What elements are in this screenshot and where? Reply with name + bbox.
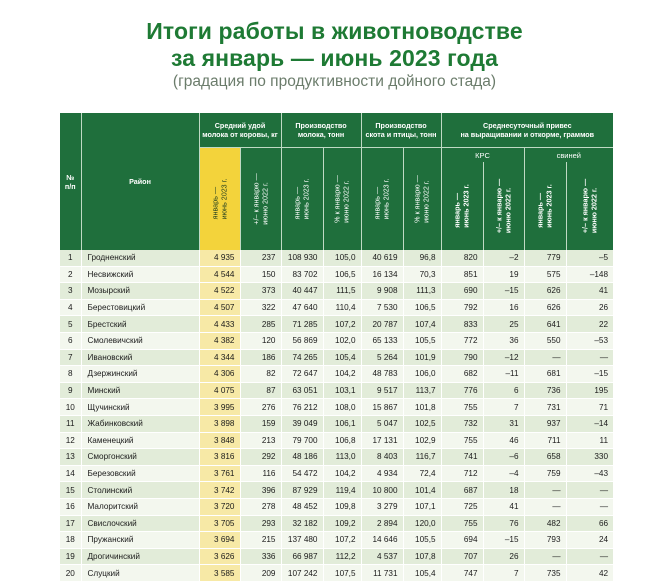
- cell-milk-p: 109,2: [323, 515, 361, 532]
- col-header-milk-pct: % к январю — июню 2022 г.: [323, 148, 361, 251]
- table-row: [60, 415, 613, 432]
- cell-name: Каменецкий: [81, 432, 199, 449]
- cell-milk-p: 106,1: [323, 415, 361, 432]
- cell-yield-d: 336: [240, 548, 281, 565]
- cell-yield-d: 237: [240, 250, 281, 266]
- cell-meat: 10 800: [361, 482, 403, 499]
- cell-yield: 3 585: [199, 565, 240, 582]
- cell-pig: —: [524, 548, 566, 565]
- cell-yield: 4 433: [199, 316, 240, 333]
- cell-yield: 3 694: [199, 532, 240, 549]
- cell-milk: 79 700: [281, 432, 323, 449]
- cell-krs: 776: [441, 382, 483, 399]
- cell-krs-d: 36: [483, 332, 524, 349]
- cell-yield: 4 522: [199, 283, 240, 300]
- cell-n: 6: [60, 332, 81, 349]
- cell-meat: 9 908: [361, 283, 403, 300]
- cell-milk-p: 104,2: [323, 366, 361, 383]
- cell-yield: 4 382: [199, 332, 240, 349]
- col-header-daily-gain: Среднесуточный привес на выращивании и откорме, граммов: [441, 113, 613, 148]
- cell-krs: 682: [441, 366, 483, 383]
- table-row: [60, 515, 613, 532]
- cell-meat: 7 530: [361, 299, 403, 316]
- cell-meat: 17 131: [361, 432, 403, 449]
- table-row: [60, 266, 613, 283]
- table-row: [60, 465, 613, 482]
- table-row: [60, 382, 613, 399]
- cell-yield-d: 276: [240, 399, 281, 416]
- cell-pig: 735: [524, 565, 566, 582]
- table-row: [60, 449, 613, 466]
- cell-n: 11: [60, 415, 81, 432]
- col-header-milk-2023: январь — июнь 2023 г.: [281, 148, 323, 251]
- cell-krs-d: 7: [483, 399, 524, 416]
- cell-name: Слуцкий: [81, 565, 199, 582]
- cell-milk: 63 051: [281, 382, 323, 399]
- cell-yield: 4 544: [199, 266, 240, 283]
- cell-yield: 4 507: [199, 299, 240, 316]
- col-header-meat-2023: январь — июнь 2023 г.: [361, 148, 403, 251]
- cell-krs: 687: [441, 482, 483, 499]
- cell-name: Столинский: [81, 482, 199, 499]
- col-header-meat-production: Производство скота и птицы, тонн: [361, 113, 441, 148]
- cell-yield: 4 935: [199, 250, 240, 266]
- cell-krs: 755: [441, 515, 483, 532]
- cell-milk-p: 113,0: [323, 449, 361, 466]
- cell-milk-p: 107,2: [323, 316, 361, 333]
- cell-yield: 3 761: [199, 465, 240, 482]
- cell-milk: 54 472: [281, 465, 323, 482]
- cell-pig-d: 26: [566, 299, 613, 316]
- table-row: [60, 532, 613, 549]
- cell-yield-d: 82: [240, 366, 281, 383]
- table-row: [60, 498, 613, 515]
- cell-milk: 56 869: [281, 332, 323, 349]
- cell-krs: 755: [441, 432, 483, 449]
- col-header-milk-production: Производство молока, тонн: [281, 113, 361, 148]
- cell-krs: 851: [441, 266, 483, 283]
- cell-name: Жабинковский: [81, 415, 199, 432]
- cell-n: 13: [60, 449, 81, 466]
- page-subtitle: (градация по продуктивности дойного стада): [172, 73, 497, 90]
- cell-milk-p: 106,8: [323, 432, 361, 449]
- cell-milk-p: 110,4: [323, 299, 361, 316]
- cell-yield: 4 306: [199, 366, 240, 383]
- cell-milk-p: 105,4: [323, 349, 361, 366]
- cell-milk-p: 119,4: [323, 482, 361, 499]
- cell-krs: 741: [441, 449, 483, 466]
- cell-milk: 74 265: [281, 349, 323, 366]
- cell-milk-p: 102,0: [323, 332, 361, 349]
- cell-yield: 3 626: [199, 548, 240, 565]
- cell-milk: 71 285: [281, 316, 323, 333]
- table-row: [60, 366, 613, 383]
- cell-pig: 658: [524, 449, 566, 466]
- cell-meat-p: 120,0: [403, 515, 441, 532]
- cell-milk: 76 212: [281, 399, 323, 416]
- col-header-pigs: свиней: [524, 148, 613, 163]
- cell-meat: 14 646: [361, 532, 403, 549]
- cell-krs: 772: [441, 332, 483, 349]
- cell-krs: 755: [441, 399, 483, 416]
- cell-pig-d: 195: [566, 382, 613, 399]
- cell-pig-d: 330: [566, 449, 613, 466]
- cell-pig-d: 24: [566, 532, 613, 549]
- cell-krs-d: 31: [483, 415, 524, 432]
- cell-yield-d: 322: [240, 299, 281, 316]
- cell-pig-d: –148: [566, 266, 613, 283]
- cell-meat-p: 96,8: [403, 250, 441, 266]
- col-header-meat-pct: % к январю — июню 2022 г.: [403, 148, 441, 251]
- cell-n: 12: [60, 432, 81, 449]
- cell-milk-p: 109,8: [323, 498, 361, 515]
- cell-milk-p: 104,2: [323, 465, 361, 482]
- cell-milk: 66 987: [281, 548, 323, 565]
- page-title-line-1: Итоги работы в животноводстве: [146, 18, 523, 44]
- page-title-line-2: за январь — июнь 2023 года: [171, 45, 498, 71]
- col-header-yield-diff: +/– к январю — июню 2022 г.: [240, 148, 281, 251]
- cell-yield: 3 995: [199, 399, 240, 416]
- col-header-krs: КРС: [441, 148, 524, 163]
- cell-pig-d: –14: [566, 415, 613, 432]
- cell-meat-p: 102,5: [403, 415, 441, 432]
- table-row: [60, 349, 613, 366]
- cell-n: 4: [60, 299, 81, 316]
- cell-pig: 626: [524, 283, 566, 300]
- cell-yield: 4 075: [199, 382, 240, 399]
- cell-krs: 694: [441, 532, 483, 549]
- cell-krs-d: –4: [483, 465, 524, 482]
- cell-krs-d: 25: [483, 316, 524, 333]
- cell-meat-p: 101,9: [403, 349, 441, 366]
- cell-pig-d: —: [566, 349, 613, 366]
- cell-n: 20: [60, 565, 81, 582]
- cell-pig: 550: [524, 332, 566, 349]
- table-row: [60, 283, 613, 300]
- cell-n: 16: [60, 498, 81, 515]
- cell-n: 3: [60, 283, 81, 300]
- cell-krs-d: 7: [483, 565, 524, 582]
- cell-meat: 15 867: [361, 399, 403, 416]
- cell-name: Смолевичский: [81, 332, 199, 349]
- cell-krs: 732: [441, 415, 483, 432]
- cell-meat-p: 106,5: [403, 299, 441, 316]
- cell-name: Берестовицкий: [81, 299, 199, 316]
- cell-pig: 575: [524, 266, 566, 283]
- cell-name: Сморгонский: [81, 449, 199, 466]
- cell-krs-d: 41: [483, 498, 524, 515]
- cell-krs-d: 76: [483, 515, 524, 532]
- cell-milk-p: 111,5: [323, 283, 361, 300]
- cell-name: Дрогичинский: [81, 548, 199, 565]
- cell-n: 1: [60, 250, 81, 266]
- cell-milk: 32 182: [281, 515, 323, 532]
- cell-krs: 820: [441, 250, 483, 266]
- cell-pig-d: 41: [566, 283, 613, 300]
- cell-meat-p: 101,4: [403, 482, 441, 499]
- table-row: [60, 432, 613, 449]
- table-row: [60, 565, 613, 582]
- cell-milk-p: 106,5: [323, 266, 361, 283]
- cell-n: 15: [60, 482, 81, 499]
- cell-meat-p: 105,4: [403, 565, 441, 582]
- cell-pig: 731: [524, 399, 566, 416]
- cell-yield-d: 120: [240, 332, 281, 349]
- cell-milk-p: 107,2: [323, 532, 361, 549]
- cell-pig-d: 22: [566, 316, 613, 333]
- cell-milk: 39 049: [281, 415, 323, 432]
- cell-yield-d: 159: [240, 415, 281, 432]
- cell-pig: 736: [524, 382, 566, 399]
- cell-yield-d: 209: [240, 565, 281, 582]
- cell-yield: 3 720: [199, 498, 240, 515]
- cell-krs-d: 16: [483, 299, 524, 316]
- cell-yield-d: 186: [240, 349, 281, 366]
- col-header-yield-2023: январь — июнь 2023 г.: [199, 148, 240, 251]
- col-header-milk-yield: Средний удой молока от коровы, кг: [199, 113, 281, 148]
- cell-meat: 3 279: [361, 498, 403, 515]
- cell-meat: 4 934: [361, 465, 403, 482]
- cell-n: 18: [60, 532, 81, 549]
- col-header-pigs-diff: +/– к январю — июню 2022 г.: [566, 162, 613, 250]
- cell-pig-d: —: [566, 548, 613, 565]
- cell-pig-d: 71: [566, 399, 613, 416]
- cell-pig: 937: [524, 415, 566, 432]
- cell-pig-d: 66: [566, 515, 613, 532]
- cell-milk-p: 108,0: [323, 399, 361, 416]
- table-row: [60, 316, 613, 333]
- cell-pig-d: —: [566, 482, 613, 499]
- cell-pig: 681: [524, 366, 566, 383]
- cell-krs: 690: [441, 283, 483, 300]
- cell-krs-d: –2: [483, 250, 524, 266]
- cell-krs-d: 6: [483, 382, 524, 399]
- cell-name: Свислочский: [81, 515, 199, 532]
- cell-krs-d: –12: [483, 349, 524, 366]
- cell-pig-d: –53: [566, 332, 613, 349]
- cell-meat-p: 107,4: [403, 316, 441, 333]
- cell-meat-p: 101,8: [403, 399, 441, 416]
- cell-name: Брестский: [81, 316, 199, 333]
- cell-meat-p: 111,3: [403, 283, 441, 300]
- cell-meat: 5 264: [361, 349, 403, 366]
- title-block: [0, 18, 669, 92]
- cell-milk: 87 929: [281, 482, 323, 499]
- cell-meat-p: 105,5: [403, 532, 441, 549]
- cell-name: Пружанский: [81, 532, 199, 549]
- cell-yield-d: 215: [240, 532, 281, 549]
- cell-krs-d: –15: [483, 532, 524, 549]
- cell-name: Ивановский: [81, 349, 199, 366]
- cell-name: Малоритский: [81, 498, 199, 515]
- cell-pig-d: –5: [566, 250, 613, 266]
- cell-meat: 65 133: [361, 332, 403, 349]
- cell-name: Минский: [81, 382, 199, 399]
- cell-meat-p: 105,5: [403, 332, 441, 349]
- cell-milk-p: 105,0: [323, 250, 361, 266]
- col-header-num: № п/п: [60, 113, 81, 250]
- cell-krs: 712: [441, 465, 483, 482]
- cell-pig: 759: [524, 465, 566, 482]
- table-row: [60, 299, 613, 316]
- cell-meat-p: 116,7: [403, 449, 441, 466]
- cell-n: 17: [60, 515, 81, 532]
- cell-milk: 83 702: [281, 266, 323, 283]
- cell-meat-p: 107,1: [403, 498, 441, 515]
- cell-meat: 16 134: [361, 266, 403, 283]
- cell-milk: 47 640: [281, 299, 323, 316]
- table-row: [60, 250, 613, 266]
- cell-meat: 40 619: [361, 250, 403, 266]
- livestock-results-table: [60, 113, 613, 582]
- table-row: [60, 482, 613, 499]
- cell-krs-d: 26: [483, 548, 524, 565]
- cell-meat: 11 731: [361, 565, 403, 582]
- cell-milk: 40 447: [281, 283, 323, 300]
- cell-pig: 779: [524, 250, 566, 266]
- cell-milk: 107 242: [281, 565, 323, 582]
- cell-n: 8: [60, 366, 81, 383]
- cell-yield: 3 742: [199, 482, 240, 499]
- cell-n: 10: [60, 399, 81, 416]
- cell-pig: —: [524, 482, 566, 499]
- cell-yield: 3 816: [199, 449, 240, 466]
- cell-name: Березовский: [81, 465, 199, 482]
- cell-n: 14: [60, 465, 81, 482]
- cell-meat: 2 894: [361, 515, 403, 532]
- cell-meat: 5 047: [361, 415, 403, 432]
- cell-yield-d: 278: [240, 498, 281, 515]
- cell-yield-d: 373: [240, 283, 281, 300]
- cell-meat: 8 403: [361, 449, 403, 466]
- cell-meat: 20 787: [361, 316, 403, 333]
- cell-milk: 48 452: [281, 498, 323, 515]
- cell-yield-d: 213: [240, 432, 281, 449]
- cell-krs: 792: [441, 299, 483, 316]
- cell-n: 5: [60, 316, 81, 333]
- cell-milk: 48 186: [281, 449, 323, 466]
- cell-n: 2: [60, 266, 81, 283]
- cell-yield-d: 293: [240, 515, 281, 532]
- cell-krs: 790: [441, 349, 483, 366]
- cell-pig-d: –43: [566, 465, 613, 482]
- col-header-region: Район: [81, 113, 199, 250]
- cell-yield: 3 898: [199, 415, 240, 432]
- cell-meat-p: 106,0: [403, 366, 441, 383]
- cell-pig: —: [524, 349, 566, 366]
- cell-krs-d: 18: [483, 482, 524, 499]
- cell-pig: 793: [524, 532, 566, 549]
- cell-krs-d: –6: [483, 449, 524, 466]
- cell-meat-p: 72,4: [403, 465, 441, 482]
- cell-pig-d: —: [566, 498, 613, 515]
- cell-milk: 72 647: [281, 366, 323, 383]
- cell-pig: 711: [524, 432, 566, 449]
- cell-meat-p: 102,9: [403, 432, 441, 449]
- table-row: [60, 399, 613, 416]
- cell-pig: 482: [524, 515, 566, 532]
- cell-meat-p: 70,3: [403, 266, 441, 283]
- col-header-pigs-2023: январь — июнь 2023 г.: [524, 162, 566, 250]
- table-row: [60, 332, 613, 349]
- cell-krs-d: 46: [483, 432, 524, 449]
- cell-krs-d: –11: [483, 366, 524, 383]
- cell-meat: 4 537: [361, 548, 403, 565]
- cell-milk: 137 480: [281, 532, 323, 549]
- cell-meat-p: 113,7: [403, 382, 441, 399]
- cell-yield-d: 292: [240, 449, 281, 466]
- cell-meat: 48 783: [361, 366, 403, 383]
- cell-milk-p: 112,2: [323, 548, 361, 565]
- cell-yield-d: 285: [240, 316, 281, 333]
- cell-yield-d: 396: [240, 482, 281, 499]
- cell-meat-p: 107,8: [403, 548, 441, 565]
- cell-name: Дзержинский: [81, 366, 199, 383]
- cell-name: Несвижский: [81, 266, 199, 283]
- cell-milk-p: 107,5: [323, 565, 361, 582]
- cell-pig: 641: [524, 316, 566, 333]
- cell-krs-d: –15: [483, 283, 524, 300]
- cell-name: Щучинский: [81, 399, 199, 416]
- cell-pig-d: 11: [566, 432, 613, 449]
- table-row: [60, 548, 613, 565]
- cell-name: Гродненский: [81, 250, 199, 266]
- cell-pig-d: 42: [566, 565, 613, 582]
- cell-yield: 4 344: [199, 349, 240, 366]
- cell-pig-d: –15: [566, 366, 613, 383]
- cell-n: 9: [60, 382, 81, 399]
- col-header-krs-diff: +/– к январю — июню 2022 г.: [483, 162, 524, 250]
- cell-milk: 108 930: [281, 250, 323, 266]
- col-header-krs-2023: январь — июнь 2023 г.: [441, 162, 483, 250]
- cell-krs: 747: [441, 565, 483, 582]
- cell-yield: 3 705: [199, 515, 240, 532]
- cell-krs: 833: [441, 316, 483, 333]
- cell-n: 19: [60, 548, 81, 565]
- cell-milk-p: 103,1: [323, 382, 361, 399]
- cell-yield: 3 848: [199, 432, 240, 449]
- cell-krs: 725: [441, 498, 483, 515]
- cell-pig: —: [524, 498, 566, 515]
- cell-yield-d: 150: [240, 266, 281, 283]
- cell-yield-d: 87: [240, 382, 281, 399]
- cell-name: Мозырский: [81, 283, 199, 300]
- cell-krs-d: 19: [483, 266, 524, 283]
- cell-pig: 626: [524, 299, 566, 316]
- cell-krs: 707: [441, 548, 483, 565]
- cell-n: 7: [60, 349, 81, 366]
- cell-meat: 9 517: [361, 382, 403, 399]
- cell-yield-d: 116: [240, 465, 281, 482]
